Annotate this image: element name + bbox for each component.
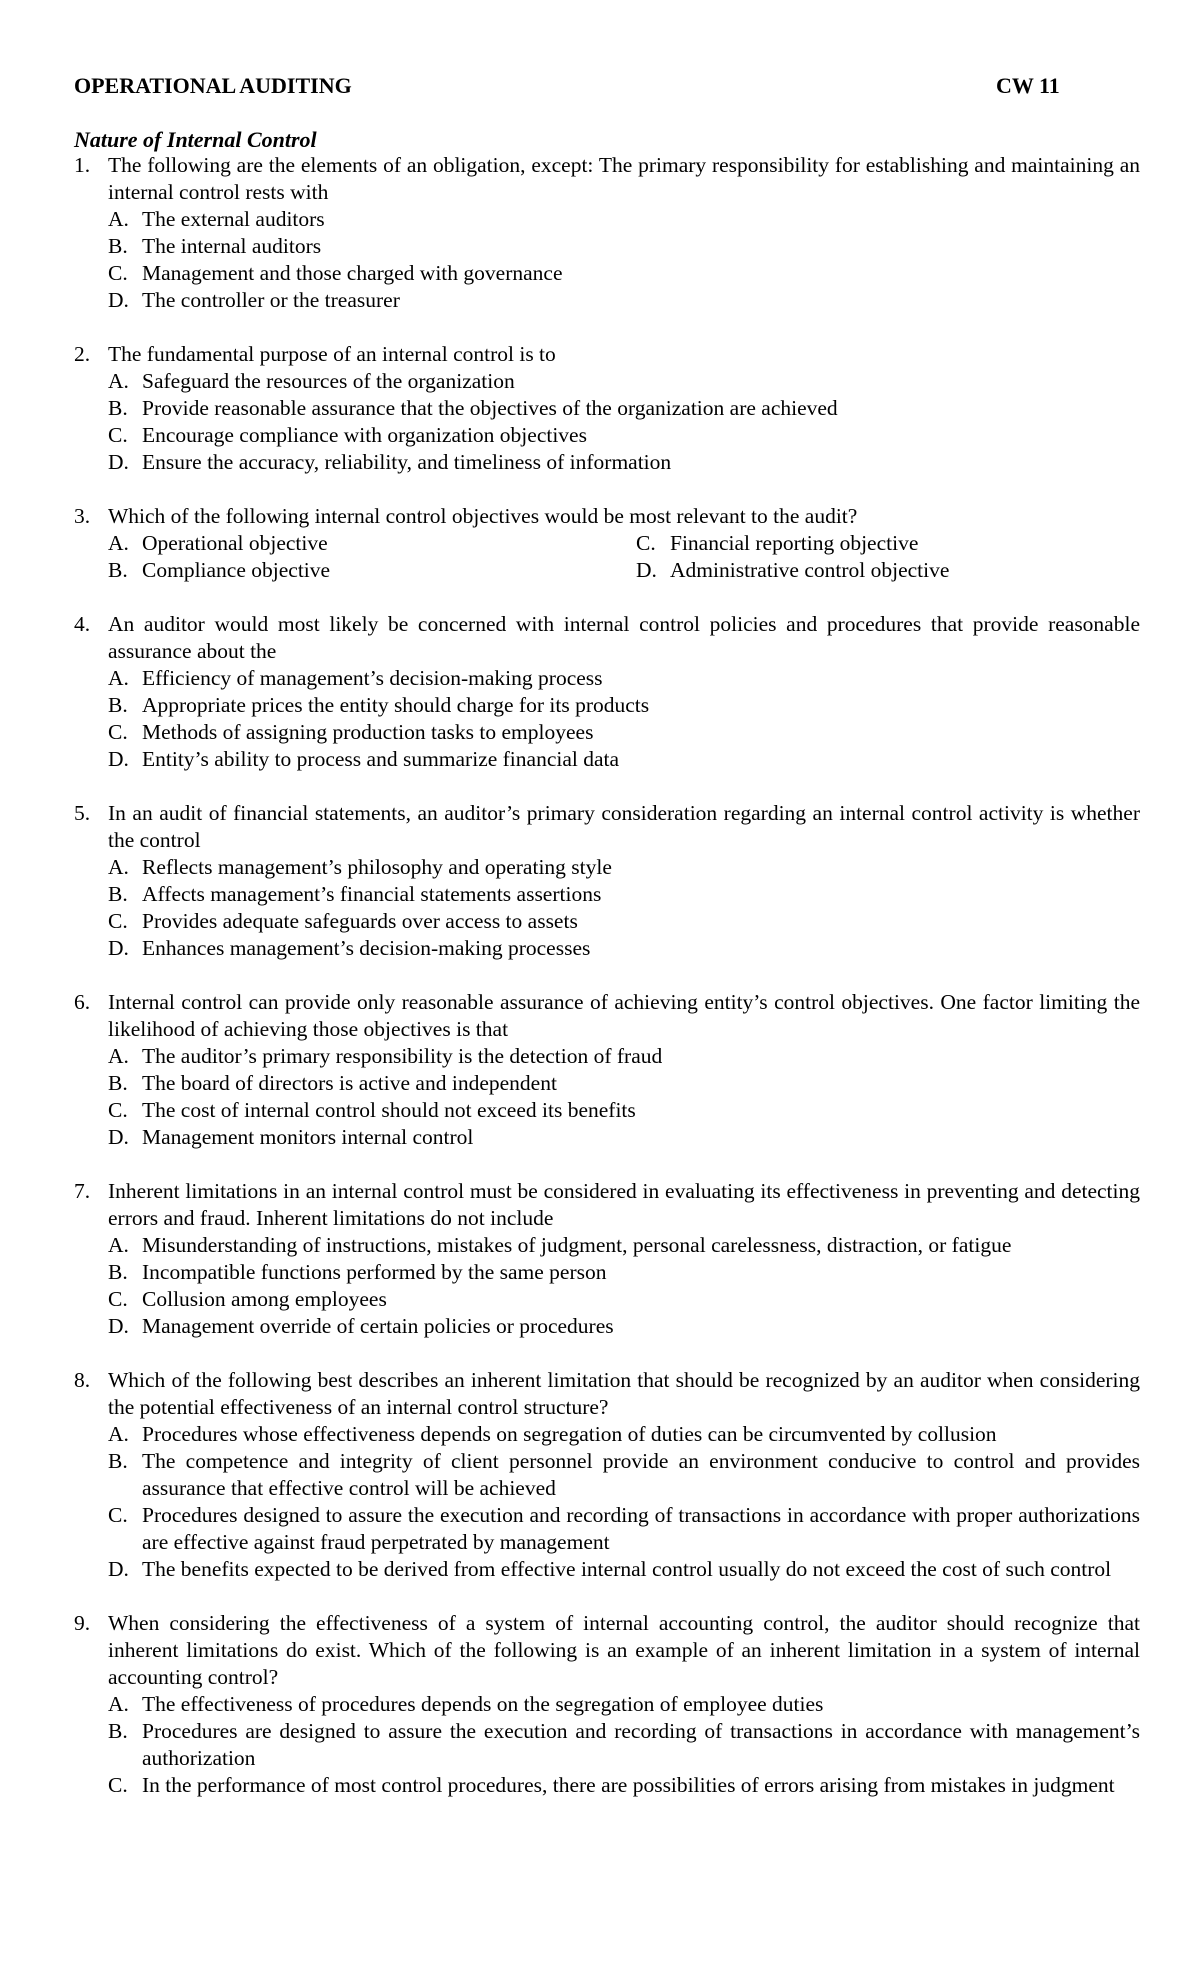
option-text: The external auditors <box>142 207 325 231</box>
option-text: Enhances management’s decision-making processes <box>142 936 591 960</box>
question-stem: The fundamental purpose of an internal control is to <box>108 342 556 366</box>
answer-option <box>108 935 1140 962</box>
option-text: In the performance of most control procedures, there are possibilities of errors arising from mistakes in judgment <box>142 1773 1115 1797</box>
answer-option <box>108 1097 1140 1124</box>
page-header <box>74 72 1064 102</box>
option-letter: D. <box>108 1557 129 1581</box>
option-letter: C. <box>108 720 128 744</box>
question-stem: An auditor would most likely be concerned with internal control policies and procedures that provide reasonable assurance about the <box>108 612 1140 663</box>
option-text: Provide reasonable assurance that the objectives of the organization are achieved <box>142 396 838 420</box>
option-letter: C. <box>108 1503 128 1527</box>
option-letter: A. <box>108 1233 129 1257</box>
option-letter: B. <box>108 1260 128 1284</box>
option-text: Incompatible functions performed by the same person <box>142 1260 607 1284</box>
question-number: 6. <box>74 990 91 1014</box>
question-number: 3. <box>74 504 91 528</box>
option-letter: A. <box>108 855 129 879</box>
option-letter: D. <box>108 747 129 771</box>
option-text: Procedures whose effectiveness depends on segregation of duties can be circumvented by collusion <box>142 1422 997 1446</box>
option-letter: C. <box>636 531 656 555</box>
option-text: The competence and integrity of client personnel provide an environment conducive to control and provides assurance that effective control will be achieved <box>142 1449 1140 1500</box>
coursework-code: CW 11 <box>996 73 1060 98</box>
question-number: 1. <box>74 153 91 177</box>
answer-option <box>108 1556 1140 1583</box>
answer-option <box>108 557 636 584</box>
option-text: Management monitors internal control <box>142 1125 474 1149</box>
option-text: Affects management’s financial statements assertions <box>142 882 602 906</box>
question-stem-row <box>74 800 1140 854</box>
answer-option <box>108 1259 1140 1286</box>
question <box>74 1178 1140 1340</box>
option-letter: C. <box>108 261 128 285</box>
answer-option <box>108 1124 1140 1151</box>
question-stem-row <box>74 503 1140 530</box>
option-text: The controller or the treasurer <box>142 288 400 312</box>
answer-option <box>108 1313 1140 1340</box>
option-text: The board of directors is active and independent <box>142 1071 557 1095</box>
answer-option <box>108 233 1140 260</box>
option-letter: B. <box>108 882 128 906</box>
answer-options-grid <box>108 530 1140 584</box>
answer-option <box>108 422 1140 449</box>
question-number: 4. <box>74 612 91 636</box>
question <box>74 800 1140 962</box>
answer-option <box>108 1232 1140 1259</box>
question-stem: Inherent limitations in an internal control must be considered in evaluating its effectiveness in preventing and detecting errors and fraud. Inherent limitations do not include <box>108 1179 1140 1230</box>
question-number: 5. <box>74 801 91 825</box>
answer-option <box>108 1070 1140 1097</box>
option-text: Management override of certain policies or procedures <box>142 1314 614 1338</box>
question <box>74 503 1140 584</box>
option-text: Management and those charged with governance <box>142 261 563 285</box>
option-letter: A. <box>108 369 129 393</box>
option-text: Entity’s ability to process and summarize financial data <box>142 747 620 771</box>
option-text: Ensure the accuracy, reliability, and timeliness of information <box>142 450 672 474</box>
question-list <box>74 152 1140 1826</box>
answer-option <box>108 449 1140 476</box>
question-stem-row <box>74 341 1140 368</box>
option-letter: C. <box>108 1287 128 1311</box>
question <box>74 989 1140 1151</box>
option-letter: C. <box>108 1098 128 1122</box>
question-stem-row <box>74 611 1140 665</box>
question-stem-row <box>74 152 1140 206</box>
option-letter: A. <box>108 531 129 555</box>
question-stem-row <box>74 989 1140 1043</box>
option-text: The cost of internal control should not exceed its benefits <box>142 1098 636 1122</box>
option-text: Procedures designed to assure the execution and recording of transactions in accordance with proper authorizations are effective against fraud perpetrated by management <box>142 1503 1140 1554</box>
answer-option <box>636 557 1140 584</box>
answer-option <box>108 908 1140 935</box>
option-text: Efficiency of management’s decision-making process <box>142 666 603 690</box>
answer-option <box>108 206 1140 233</box>
question <box>74 341 1140 476</box>
option-letter: B. <box>108 396 128 420</box>
option-text: Encourage compliance with organization objectives <box>142 423 587 447</box>
question-stem: Internal control can provide only reasonable assurance of achieving entity’s control objectives. One factor limiting the likelihood of achieving those objectives is that <box>108 990 1140 1041</box>
option-letter: A. <box>108 1044 129 1068</box>
question-number: 2. <box>74 342 91 366</box>
option-letter: A. <box>108 1692 129 1716</box>
question-number: 7. <box>74 1179 91 1203</box>
course-title: OPERATIONAL AUDITING <box>74 73 352 98</box>
option-letter: C. <box>108 423 128 447</box>
option-letter: B. <box>108 234 128 258</box>
question <box>74 152 1140 314</box>
answer-option <box>108 692 1140 719</box>
option-text: Collusion among employees <box>142 1287 387 1311</box>
answer-option <box>108 719 1140 746</box>
answer-option <box>108 1718 1140 1772</box>
answer-option <box>108 1502 1140 1556</box>
option-letter: A. <box>108 666 129 690</box>
answer-option <box>108 1691 1140 1718</box>
option-text: The effectiveness of procedures depends on the segregation of employee duties <box>142 1692 824 1716</box>
question-stem-row <box>74 1367 1140 1421</box>
answer-option <box>108 1286 1140 1313</box>
option-text: Financial reporting objective <box>670 531 919 555</box>
answer-option <box>108 1043 1140 1070</box>
option-letter: B. <box>108 693 128 717</box>
question <box>74 1610 1140 1799</box>
option-text: Compliance objective <box>142 558 331 582</box>
option-letter: B. <box>108 1719 128 1743</box>
option-letter: D. <box>108 1125 129 1149</box>
answer-option <box>108 530 636 557</box>
option-text: Misunderstanding of instructions, mistakes of judgment, personal carelessness, distraction, or fatigue <box>142 1233 1012 1257</box>
answer-option <box>108 287 1140 314</box>
option-letter: D. <box>108 288 129 312</box>
option-text: Appropriate prices the entity should charge for its products <box>142 693 650 717</box>
option-text: Procedures are designed to assure the execution and recording of transactions in accordance with management’s authorization <box>142 1719 1140 1770</box>
question-stem: The following are the elements of an obligation, except: The primary responsibility for establishing and maintaining an internal control rests with <box>108 153 1140 204</box>
question-stem: When considering the effectiveness of a system of internal accounting control, the auditor should recognize that inherent limitations do exist. Which of the following is an example of an inherent limitation in a system of internal accounting control? <box>108 1611 1140 1689</box>
option-text: Administrative control objective <box>670 558 950 582</box>
answer-option <box>108 1421 1140 1448</box>
answer-option <box>108 881 1140 908</box>
question-stem-row <box>74 1178 1140 1232</box>
option-letter: C. <box>108 1773 128 1797</box>
option-text: Safeguard the resources of the organization <box>142 369 515 393</box>
question <box>74 611 1140 773</box>
question-stem: Which of the following internal control objectives would be most relevant to the audit? <box>108 504 858 528</box>
question-stem-row <box>74 1610 1140 1691</box>
question <box>74 1367 1140 1583</box>
option-letter: B. <box>108 1071 128 1095</box>
option-letter: D. <box>108 1314 129 1338</box>
answer-option <box>108 395 1140 422</box>
option-text: Methods of assigning production tasks to employees <box>142 720 594 744</box>
option-text: Reflects management’s philosophy and operating style <box>142 855 612 879</box>
answer-option <box>108 665 1140 692</box>
question-stem: Which of the following best describes an inherent limitation that should be recognized by an auditor when considering the potential effectiveness of an internal control structure? <box>108 1368 1140 1419</box>
option-text: The internal auditors <box>142 234 322 258</box>
question-number: 9. <box>74 1611 91 1635</box>
option-letter: B. <box>108 558 128 582</box>
option-letter: D. <box>636 558 657 582</box>
option-letter: B. <box>108 1449 128 1473</box>
question-number: 8. <box>74 1368 91 1392</box>
question-stem: In an audit of financial statements, an auditor’s primary consideration regarding an internal control activity is whether the control <box>108 801 1140 852</box>
section-title: Nature of Internal Control <box>74 127 317 152</box>
answer-option <box>108 1772 1140 1799</box>
answer-option <box>108 746 1140 773</box>
option-letter: D. <box>108 936 129 960</box>
answer-option <box>636 530 1140 557</box>
option-letter: D. <box>108 450 129 474</box>
answer-option <box>108 260 1140 287</box>
answer-option <box>108 854 1140 881</box>
option-letter: A. <box>108 207 129 231</box>
option-text: The benefits expected to be derived from effective internal control usually do not exceed the cost of such control <box>142 1557 1112 1581</box>
option-letter: C. <box>108 909 128 933</box>
answer-option <box>108 368 1140 395</box>
option-text: Operational objective <box>142 531 328 555</box>
answer-option <box>108 1448 1140 1502</box>
option-text: The auditor’s primary responsibility is the detection of fraud <box>142 1044 663 1068</box>
option-text: Provides adequate safeguards over access to assets <box>142 909 578 933</box>
option-letter: A. <box>108 1422 129 1446</box>
